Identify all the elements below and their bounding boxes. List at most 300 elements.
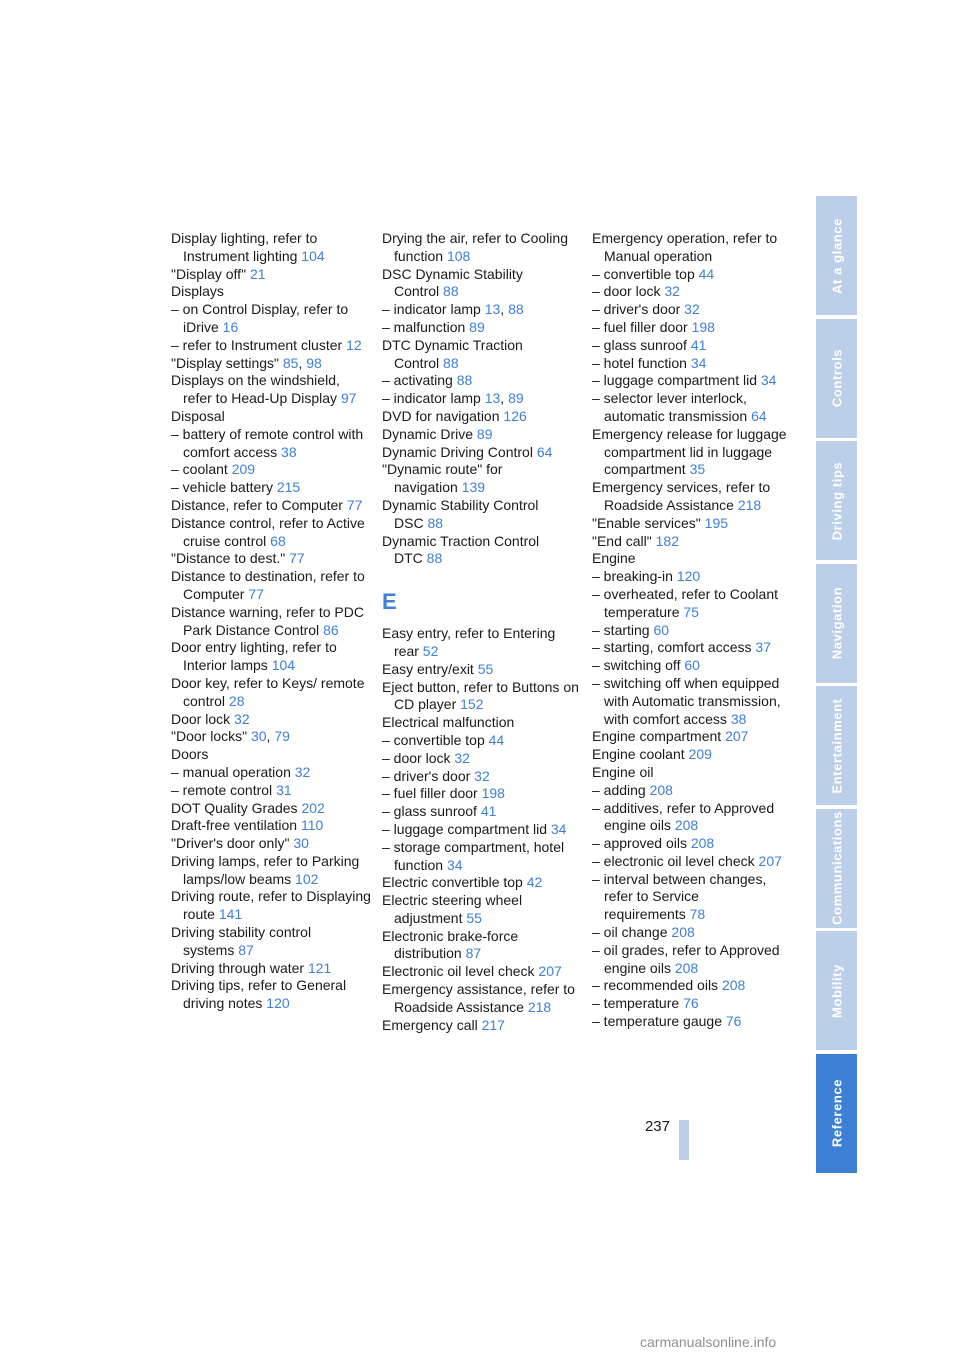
index-entry <box>592 533 792 551</box>
index-entry <box>592 301 792 319</box>
index-entry <box>592 639 792 657</box>
index-entry <box>171 266 371 284</box>
index-entry-text: – battery of remote control with comfort access <box>171 425 364 460</box>
index-entry-text: – starting <box>592 621 650 638</box>
index-entry-text: – switching off <box>592 657 681 674</box>
index-entry: "Door locks" 30, 79 <box>171 728 290 745</box>
page-reference-link[interactable]: 208 <box>674 817 699 834</box>
index-column-2 <box>382 230 582 1034</box>
page-reference-link[interactable]: 88 <box>427 514 444 531</box>
index-entry <box>592 782 792 800</box>
index-entry <box>171 426 371 462</box>
index-entry-text: – luggage compartment lid <box>382 820 547 837</box>
index-entry-text: Driving tips, refer to General driving notes <box>171 977 347 1012</box>
index-entry <box>171 960 371 978</box>
index-entry <box>382 337 582 373</box>
page-reference-link[interactable]: 30 <box>250 728 267 745</box>
page-reference-link[interactable]: 41 <box>690 336 707 353</box>
index-entry-text: – indicator lamp <box>382 301 481 318</box>
index-entry-text: Electronic oil level check <box>382 963 535 980</box>
index-entry <box>171 675 371 711</box>
page-reference-link[interactable]: 76 <box>725 1013 742 1030</box>
index-entry-text: Engine coolant <box>592 746 685 763</box>
page-reference-link[interactable]: 77 <box>248 585 264 602</box>
page-reference-link[interactable]: 42 <box>526 874 543 891</box>
index-entry <box>171 977 371 1013</box>
index-entry-text: Engine oil <box>592 763 654 780</box>
page-reference-link[interactable]: 76 <box>683 995 699 1012</box>
section-tab-label: Navigation <box>829 586 844 660</box>
page-reference-link[interactable]: 209 <box>688 746 712 763</box>
index-entry <box>382 372 582 390</box>
index-entry <box>592 942 792 978</box>
index-entry-text: – refer to Instrument cluster <box>171 336 343 353</box>
page-reference-link[interactable]: 202 <box>301 799 325 816</box>
page-reference-link[interactable]: 64 <box>751 407 767 424</box>
page-reference-link[interactable]: 13 <box>484 390 501 407</box>
index-entry-text: Distance to destination, refer to Computer <box>171 568 365 602</box>
page-reference-link[interactable]: 38 <box>281 443 297 460</box>
page-reference-link[interactable]: 104 <box>271 657 296 674</box>
index-letter-heading: E <box>382 589 397 615</box>
page-number: 237 <box>644 1118 670 1135</box>
page-reference-link[interactable]: 198 <box>691 318 715 335</box>
page-reference-link[interactable]: 88 <box>443 354 459 371</box>
page-reference-link[interactable]: 32 <box>664 283 680 300</box>
index-entry <box>592 230 792 266</box>
index-entry-text: Dynamic Driving Control <box>382 443 533 460</box>
index-entry-text: – interval between changes, refer to Service requirements <box>592 870 767 923</box>
page-reference-link[interactable]: 35 <box>689 461 706 478</box>
index-entry-text: Display lighting, refer to Instrument lighting <box>171 230 318 264</box>
index-entry <box>382 319 582 337</box>
index-entry <box>382 661 582 679</box>
page-reference-link[interactable]: 89 <box>469 318 485 335</box>
index-entry <box>382 533 582 569</box>
index-column-1 <box>171 230 371 1013</box>
index-entry <box>171 372 371 408</box>
page-reference-link[interactable]: 41 <box>480 803 497 820</box>
index-entry <box>171 746 371 764</box>
section-tab-entertainment[interactable] <box>816 686 857 805</box>
page-reference-link[interactable]: 207 <box>538 963 562 980</box>
index-entry <box>382 732 582 750</box>
page-reference-link[interactable]: 152 <box>460 696 484 713</box>
index-entry <box>171 639 371 675</box>
index-entry <box>592 622 792 640</box>
index-entry-text: Door key, refer to Keys/ remote control <box>171 674 365 709</box>
index-entry-text: – door lock <box>382 749 451 766</box>
page-reference-link[interactable]: 207 <box>758 852 782 869</box>
section-tab-label: Mobility <box>829 963 844 1018</box>
index-entry-text: – oil grades, refer to Approved engine oils <box>592 941 780 976</box>
page-reference-link[interactable]: 38 <box>730 710 747 727</box>
index-entry-text: – additives, refer to Approved engine oils <box>592 799 775 834</box>
section-tab-mobility[interactable] <box>816 931 857 1050</box>
index-entry <box>382 750 582 768</box>
index-entry <box>171 550 371 568</box>
page-reference-link[interactable]: 12 <box>346 336 362 353</box>
index-entry-text: Engine <box>592 550 636 567</box>
section-tab-driving-tips[interactable] <box>816 441 857 560</box>
section-tab-label: Entertainment <box>829 697 844 794</box>
page-reference-link[interactable]: 55 <box>466 909 482 926</box>
index-entry-text: – on Control Display, refer to iDrive <box>171 301 349 335</box>
index-entry-text: Emergency release for luggage compartment lid in luggage compartment <box>592 425 787 478</box>
page-reference-link[interactable]: 104 <box>301 247 325 264</box>
index-entry-text: – driver's door <box>592 301 681 318</box>
index-entry-text: – manual operation <box>171 763 291 780</box>
index-entry <box>171 568 371 604</box>
section-tabs <box>816 196 857 1160</box>
index-entry-text: – electronic oil level check <box>592 852 755 869</box>
index-entry-text: Distance control, refer to Active cruise control <box>171 514 365 549</box>
index-entry <box>171 479 371 497</box>
index-entry <box>592 355 792 373</box>
index-entry-text: Driving lamps, refer to Parking lamps/low beams <box>171 852 360 887</box>
page-reference-link[interactable]: 110 <box>300 817 324 834</box>
index-entry-text: – indicator lamp <box>382 390 481 407</box>
page-reference-link[interactable]: 31 <box>276 781 292 798</box>
page-reference-link[interactable]: 218 <box>527 998 552 1015</box>
page-reference-link[interactable]: 208 <box>649 781 673 798</box>
index-entry <box>592 337 792 355</box>
index-entry <box>382 785 582 803</box>
index-entry-text: "Display off" <box>171 265 247 282</box>
index-entry-text: DOT Quality Grades <box>171 799 298 816</box>
index-entry-text: Dynamic Stability Control DSC <box>382 496 539 531</box>
index-entry <box>382 230 582 266</box>
page-reference-link[interactable]: 55 <box>477 660 494 677</box>
index-entry-text: – oil change <box>592 924 668 941</box>
page-reference-link[interactable]: 30 <box>293 835 309 852</box>
index-entry <box>171 604 371 640</box>
section-tab-reference[interactable] <box>816 1054 857 1173</box>
page-reference-link[interactable]: 28 <box>228 692 245 709</box>
index-entry-text: – malfunction <box>382 318 466 335</box>
index-entry-text: – glass sunroof <box>592 336 687 353</box>
page-reference-link[interactable]: 86 <box>323 621 339 638</box>
index-entry <box>592 426 792 479</box>
index-entry-text: DVD for navigation <box>382 407 500 424</box>
section-tab-label: At a glance <box>829 217 844 294</box>
index-entry-text: Emergency call <box>382 1016 478 1033</box>
page-reference-link[interactable]: 141 <box>218 906 243 923</box>
index-entry <box>592 675 792 728</box>
page-reference-link[interactable]: 102 <box>295 870 319 887</box>
index-entry <box>382 928 582 964</box>
section-tab-label: Reference <box>829 1078 844 1148</box>
index-entry-text: Eject button, refer to Buttons on CD player <box>382 678 579 713</box>
index-entry <box>592 995 792 1013</box>
page-reference-link[interactable]: 34 <box>690 354 707 371</box>
index-column-3 <box>592 230 792 1031</box>
index-entry <box>592 657 792 675</box>
index-entry-text: – starting, comfort access <box>592 639 752 656</box>
index-entry: – indicator lamp 13, 89 <box>382 390 524 407</box>
index-entry <box>382 981 582 1017</box>
index-entry-text: – glass sunroof <box>382 803 477 820</box>
index-entry <box>171 408 371 426</box>
page-reference-link[interactable]: 16 <box>222 318 239 335</box>
index-entry-text: Distance warning, refer to PDC Park Distance Control <box>171 603 364 638</box>
index-entry-text: – breaking-in <box>592 568 673 585</box>
index-entry <box>382 497 582 533</box>
index-entry <box>592 977 792 995</box>
page-reference-link[interactable]: 126 <box>503 407 527 424</box>
section-tab-communications[interactable] <box>816 809 857 928</box>
index-entry-text: Electrical malfunction <box>382 714 515 731</box>
index-entry-text: Draft-free ventilation <box>171 817 298 834</box>
index-entry-text: Disposal <box>171 407 225 424</box>
page-reference-link[interactable]: 195 <box>704 514 729 531</box>
index-entry <box>382 444 582 462</box>
index-entry-text: – luggage compartment lid <box>592 372 757 389</box>
index-entry-text: – selector lever interlock, automatic transmission <box>592 390 748 424</box>
page-reference-link[interactable]: 34 <box>446 856 463 873</box>
index-entry <box>592 728 792 746</box>
index-entry-text: – recommended oils <box>592 977 719 994</box>
page-reference-link[interactable]: 60 <box>653 621 670 638</box>
section-tab-at-a-glance[interactable] <box>816 196 857 315</box>
index-entry <box>171 764 371 782</box>
page-reference-link[interactable]: 64 <box>536 443 553 460</box>
page-reference-link[interactable]: 208 <box>721 977 746 994</box>
index-entry <box>382 1017 582 1035</box>
index-entry <box>592 746 792 764</box>
page-reference-link[interactable]: 13 <box>484 301 501 318</box>
index-entry-text: Driving through water <box>171 959 305 976</box>
index-entry-text: – activating <box>382 372 453 389</box>
page-number-bar <box>679 1120 689 1160</box>
index-entry-text: Displays <box>171 283 224 300</box>
page-reference-link[interactable]: 52 <box>422 642 439 659</box>
page-reference-link[interactable]: 217 <box>481 1016 505 1033</box>
section-tab-label: Communications <box>829 811 844 925</box>
page-reference-link[interactable]: 44 <box>488 731 505 748</box>
page-reference-link[interactable]: 32 <box>684 301 700 318</box>
page-reference-link[interactable]: 60 <box>684 657 700 674</box>
index-entry <box>171 337 371 355</box>
index-entry <box>171 283 371 301</box>
index-entry <box>382 714 582 732</box>
page-reference-link[interactable]: 215 <box>276 479 301 496</box>
index-entry <box>592 550 792 568</box>
index-entry-text: "Driver's door only" <box>171 835 290 852</box>
page-reference-link[interactable]: 182 <box>655 532 679 549</box>
page-reference-link[interactable]: 139 <box>461 479 486 496</box>
page-reference-link[interactable]: 98 <box>306 354 322 371</box>
index-entry <box>592 283 792 301</box>
index-entry <box>382 625 582 661</box>
page-reference-link[interactable]: 77 <box>289 550 305 567</box>
index-entry-text: – overheated, refer to Coolant temperature <box>592 585 779 620</box>
index-entry <box>592 479 792 515</box>
page-reference-link[interactable]: 87 <box>238 941 254 958</box>
index-entry <box>171 711 371 729</box>
page-reference-link[interactable]: 34 <box>550 820 567 837</box>
page-reference-link[interactable]: 44 <box>698 265 715 282</box>
index-entry-text: DSC Dynamic Stability Control <box>382 265 523 300</box>
page-reference-link[interactable]: 89 <box>508 390 524 407</box>
index-entry-text: Driving route, refer to Displaying route <box>171 888 371 923</box>
index-entry-text: "End call" <box>592 532 652 549</box>
index-entry-text: – hotel function <box>592 354 687 371</box>
index-entry-text: – vehicle battery <box>171 479 273 496</box>
section-tab-label: Controls <box>829 348 844 408</box>
page-reference-link[interactable]: 120 <box>266 995 290 1012</box>
index-entry-text: – adding <box>592 781 646 798</box>
index-entry <box>171 924 371 960</box>
page-reference-link[interactable]: 32 <box>234 710 250 727</box>
index-entry <box>382 408 582 426</box>
index-entry-text: Emergency services, refer to Roadside Assistance <box>592 479 771 513</box>
page-reference-link[interactable]: 120 <box>676 568 701 585</box>
page-reference-link[interactable]: 78 <box>689 906 706 923</box>
index-entry <box>592 764 792 782</box>
index-entry <box>171 497 371 515</box>
index-entry <box>592 266 792 284</box>
page-reference-link[interactable]: 32 <box>454 749 470 766</box>
page-reference-link[interactable]: 88 <box>426 550 443 567</box>
index-entry <box>592 515 792 533</box>
page-reference-link[interactable]: 75 <box>683 603 699 620</box>
index-entry <box>382 821 582 839</box>
index-entry <box>171 515 371 551</box>
index-entry-text: – convertible top <box>592 265 695 282</box>
index-entry <box>171 835 371 853</box>
index-entry <box>382 963 582 981</box>
index-entry-text: – convertible top <box>382 731 485 748</box>
index-entry-text: Easy entry/exit <box>382 660 474 677</box>
index-entry-text: Driving stability control systems <box>171 924 312 958</box>
index-entry-text: Electric steering wheel adjustment <box>382 892 523 926</box>
index-entry <box>171 301 371 337</box>
index-entry-text: "Display settings" <box>171 354 279 371</box>
section-tab-label: Driving tips <box>829 461 844 540</box>
page-reference-link[interactable]: 68 <box>270 532 286 549</box>
index-entry <box>171 782 371 800</box>
index-entry-text: – remote control <box>171 781 273 798</box>
page-reference-link[interactable]: 32 <box>474 767 490 784</box>
page-reference-link[interactable]: 77 <box>346 496 363 513</box>
page-reference-link[interactable]: 32 <box>294 763 311 780</box>
index-entry-text: Easy entry, refer to Entering rear <box>382 625 556 659</box>
index-entry <box>382 839 582 875</box>
index-entry-text: – switching off when equipped with Automatic transmission, with comfort access <box>592 674 781 727</box>
index-entry <box>171 461 371 479</box>
index-entry-text: – storage compartment, hotel function <box>382 838 565 873</box>
page-reference-link[interactable]: 208 <box>671 924 695 941</box>
page-reference-link[interactable]: 79 <box>274 728 290 745</box>
page-reference-link[interactable]: 218 <box>737 496 762 513</box>
index-entry-text: – fuel filler door <box>592 318 688 335</box>
page-reference-link[interactable]: 88 <box>443 283 459 300</box>
index-entry-text: Emergency assistance, refer to Roadside Assistance <box>382 981 575 1015</box>
index-entry-text: – door lock <box>592 283 661 300</box>
page-reference-link[interactable]: 37 <box>755 639 771 656</box>
index-entry-text: – temperature gauge <box>592 1013 722 1030</box>
page-reference-link[interactable]: 34 <box>760 372 777 389</box>
index-entry-text: Dynamic Drive <box>382 425 474 442</box>
page-reference-link[interactable]: 89 <box>476 425 493 442</box>
index-entry <box>382 874 582 892</box>
index-entry-text: Emergency operation, refer to Manual operation <box>592 230 778 264</box>
index-entry-text: Doors <box>171 746 209 763</box>
index-entry-text: Electric convertible top <box>382 874 523 891</box>
index-entry <box>382 266 582 302</box>
index-entry-text: Door entry lighting, refer to Interior lamps <box>171 639 337 674</box>
page-reference-link[interactable]: 121 <box>307 959 332 976</box>
index-entry <box>382 461 582 497</box>
index-entry-text: Displays on the windshield, refer to Head-Up Display <box>171 372 340 407</box>
page-reference-link[interactable]: 209 <box>231 461 256 478</box>
index-entry-text: DTC Dynamic Traction Control <box>382 336 523 371</box>
page-reference-link[interactable]: 21 <box>249 265 266 282</box>
page-reference-link[interactable]: 97 <box>340 390 357 407</box>
index-entry <box>592 568 792 586</box>
index-entry <box>382 679 582 715</box>
index-entry <box>382 426 582 444</box>
page-reference-link[interactable]: 198 <box>481 785 505 802</box>
index-entry <box>171 817 371 835</box>
index-entry <box>592 372 792 390</box>
index-entry <box>592 390 792 426</box>
index-entry-text: "Enable services" <box>592 514 701 531</box>
page-reference-link[interactable]: 108 <box>446 247 471 264</box>
index-entry-text: "Dynamic route" for navigation <box>382 461 503 496</box>
index-entry <box>592 835 792 853</box>
section-tab-navigation[interactable] <box>816 564 857 683</box>
index-entry-text: – driver's door <box>382 767 471 784</box>
page-reference-link[interactable]: 208 <box>690 835 715 852</box>
index-entry <box>171 230 371 266</box>
index-entry <box>171 853 371 889</box>
index-entry: – indicator lamp 13, 88 <box>382 301 524 318</box>
index-entry <box>382 768 582 786</box>
section-tab-controls[interactable] <box>816 319 857 438</box>
index-entry <box>592 853 792 871</box>
index-entry <box>592 800 792 836</box>
index-entry-text: – coolant <box>171 461 228 478</box>
index-entry <box>592 871 792 924</box>
index-entry-text: Door lock <box>171 710 231 727</box>
index-entry <box>592 586 792 622</box>
index-entry-text: Drying the air, refer to Cooling function <box>382 230 568 264</box>
watermark: carmanualsonline.info <box>640 1334 777 1350</box>
index-entry <box>592 924 792 942</box>
page-reference-link[interactable]: 87 <box>465 945 482 962</box>
index-entry <box>592 319 792 337</box>
index-entry <box>382 803 582 821</box>
page-reference-link[interactable]: 85 <box>282 354 299 371</box>
index-entry-text: – fuel filler door <box>382 785 478 802</box>
index-entry-text: "Distance to dest." <box>171 550 286 567</box>
index-entry <box>382 892 582 928</box>
index-entry <box>171 888 371 924</box>
page-reference-link[interactable]: 88 <box>508 301 524 318</box>
page-reference-link[interactable]: 88 <box>456 372 473 389</box>
page-reference-link[interactable]: 207 <box>725 728 749 745</box>
index-entry-text: – temperature <box>592 995 680 1012</box>
index-entry <box>171 800 371 818</box>
page-reference-link[interactable]: 208 <box>674 959 699 976</box>
index-entry <box>592 1013 792 1031</box>
index-entry-text: Distance, refer to Computer <box>171 496 343 513</box>
index-entry-text: – approved oils <box>592 835 687 852</box>
index-entry: "Display settings" 85, 98 <box>171 354 322 371</box>
index-entry-text: Dynamic Traction Control DTC <box>382 532 540 567</box>
